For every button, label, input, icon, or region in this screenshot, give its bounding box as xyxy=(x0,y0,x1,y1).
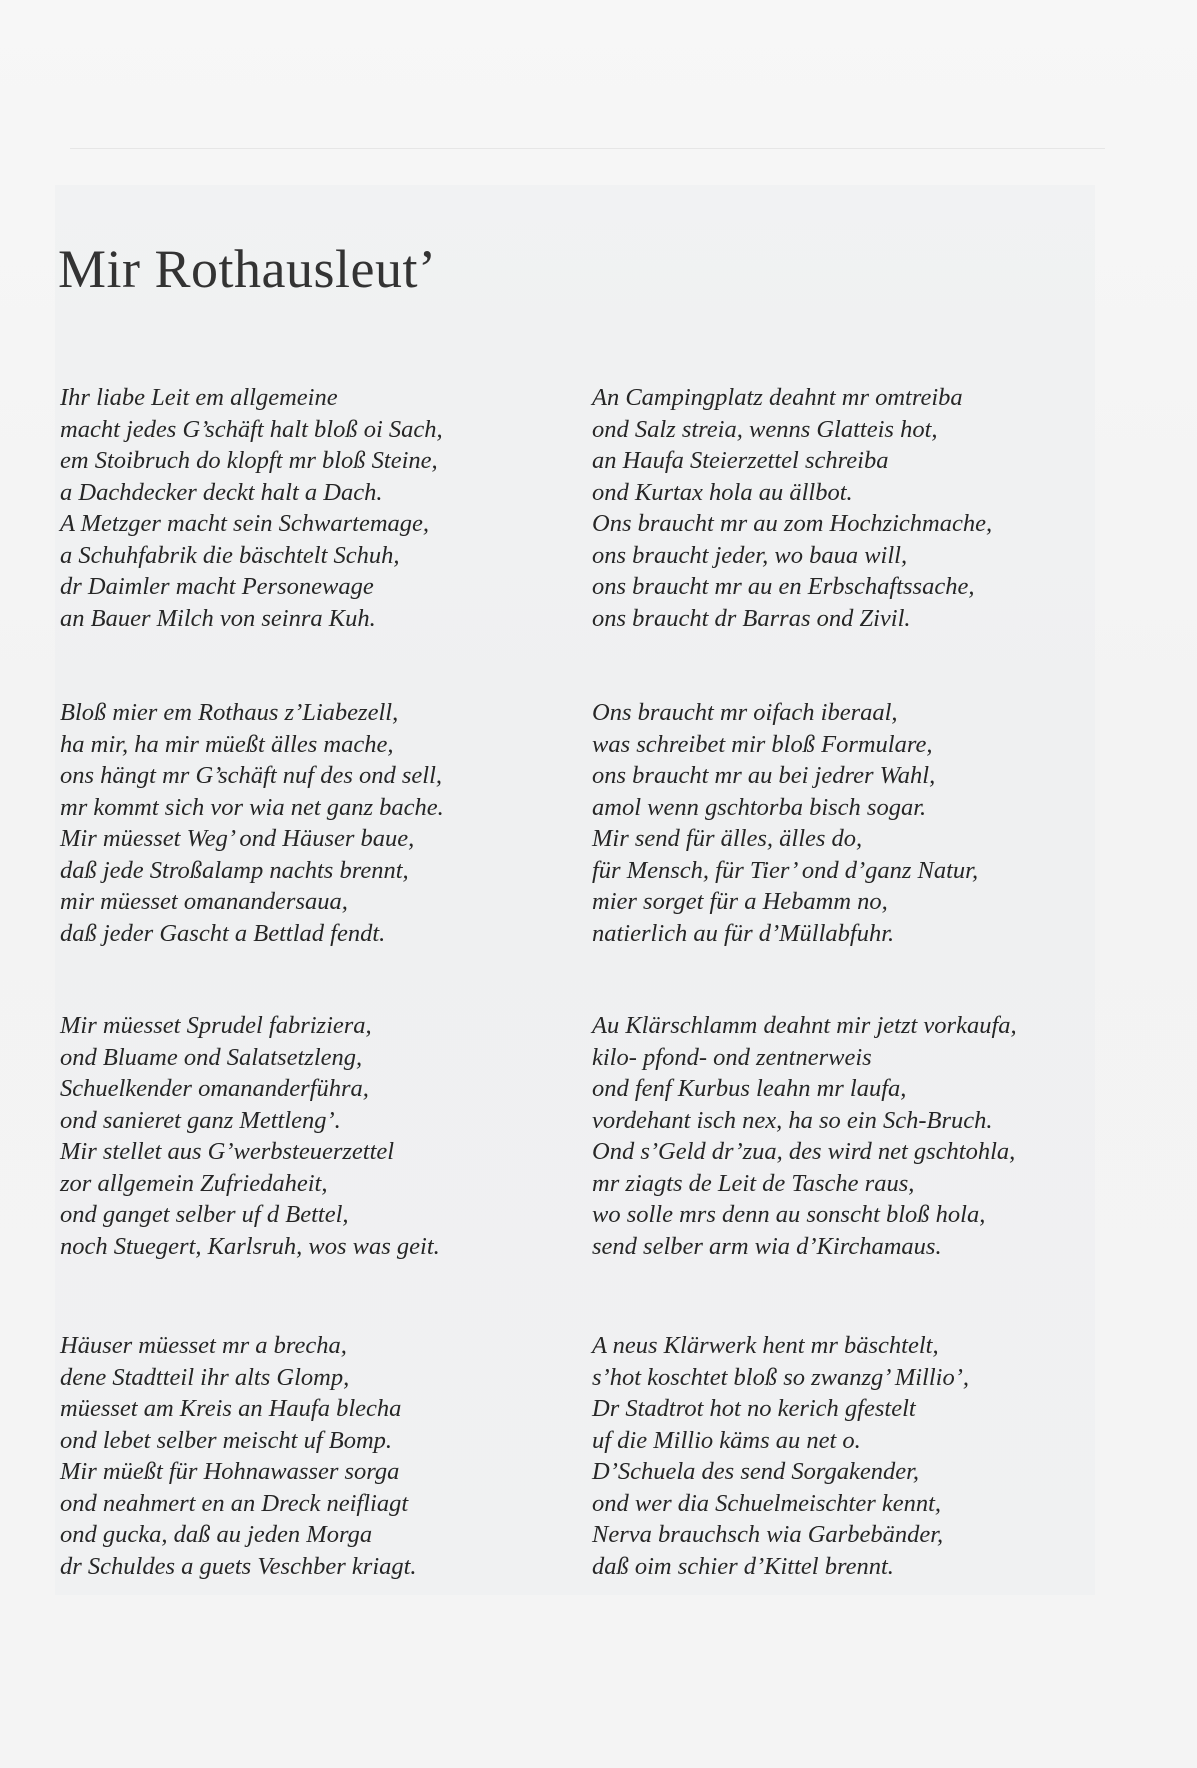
stanza-line: ond ganget selber uf d Bettel, xyxy=(60,1201,349,1228)
stanza-line: vordehant isch nex, ha so ein Sch-Bruch. xyxy=(592,1106,993,1134)
stanza-5 xyxy=(60,1010,580,1262)
stanza-line: Nerva brauchsch wia Garbebänder, xyxy=(592,1521,944,1548)
stanza-line: Mir müesset Weg’ ond Häuser baue, xyxy=(60,825,415,852)
stanza-line: ond Kurtax hola au ällbot. xyxy=(592,478,853,506)
stanza-line: D’Schuela des send Sorgakender, xyxy=(592,1458,920,1485)
stanza-line: An Campingplatz deahnt mr omtreiba xyxy=(592,384,963,411)
stanza-line: Dr Stadtrot hot no kerich gfestelt xyxy=(592,1395,916,1422)
stanza-line: Ons braucht mr au zom Hochzichmache, xyxy=(592,510,993,537)
stanza-line: für Mensch, für Tier’ ond d’ganz Natur, xyxy=(592,856,979,884)
stanza-line: an Bauer Milch von seinra Kuh. xyxy=(60,604,376,632)
stanza-line: Schuelkender omananderführa, xyxy=(60,1075,369,1102)
stanza-line: A neus Klärwerk hent mr bäschtelt, xyxy=(592,1332,939,1359)
stanza-line: macht jedes G’schäft halt bloß oi Sach, xyxy=(60,415,443,443)
stanza-line: ons braucht jeder, wo baua will, xyxy=(592,541,908,569)
stanza-line: s’hot koschtet bloß so zwanzg’ Millio’, xyxy=(592,1363,970,1391)
stanza-line: ons braucht dr Barras ond Zivil. xyxy=(592,604,911,632)
stanza-line: dene Stadtteil ihr alts Glomp, xyxy=(60,1363,350,1391)
stanza-line: amol wenn gschtorba bisch sogar. xyxy=(592,793,927,821)
stanza-line: zor allgemein Zufriedaheit, xyxy=(60,1169,328,1197)
stanza-line: Bloß mier em Rothaus z’Liabezell, xyxy=(60,699,399,726)
stanza-line: was schreibet mir bloß Formulare, xyxy=(592,730,933,758)
stanza-line: ond Bluame ond Salatsetzleng, xyxy=(60,1043,363,1071)
stanza-4 xyxy=(592,697,1112,949)
stanza-line: ond lebet selber meischt uf Bomp. xyxy=(60,1426,393,1454)
stanza-line: kilo- pfond- ond zentnerweis xyxy=(592,1043,872,1071)
poem-title: Mir Rothausleut’ xyxy=(58,239,437,299)
stanza-line: a Schuhfabrik die bäschtelt Schuh, xyxy=(60,541,400,569)
stanza-3 xyxy=(60,697,580,949)
stanza-line: an Haufa Steierzettel schreiba xyxy=(592,447,889,474)
stanza-line: send selber arm wia d’Kirchamaus. xyxy=(592,1232,942,1260)
stanza-7 xyxy=(60,1330,580,1582)
stanza-line: mr kommt sich vor wia net ganz bache. xyxy=(60,793,444,821)
stanza-line: ons braucht mr au bei jedrer Wahl, xyxy=(592,762,936,789)
stanza-line: uf die Millio käms au net o. xyxy=(592,1426,861,1454)
stanza-line: Ihr liabe Leit em allgemeine xyxy=(60,384,338,411)
stanza-line: Mir müeßt für Hohnawasser sorga xyxy=(60,1458,400,1485)
stanza-line: müesset am Kreis an Haufa blecha xyxy=(60,1395,402,1422)
stanza-line: ha mir, ha mir müeßt älles mache, xyxy=(60,730,394,758)
stanza-line: noch Stuegert, Karlsruh, wos was geit. xyxy=(60,1232,440,1260)
stanza-line: daß oim schier d’Kittel brennt. xyxy=(592,1552,894,1580)
stanza-line: ons braucht mr au en Erbschaftssache, xyxy=(592,573,975,600)
stanza-line: ond wer dia Schuelmeischter kennt, xyxy=(592,1489,942,1517)
stanza-line: natierlich au für d’Müllabfuhr. xyxy=(592,919,895,947)
stanza-1 xyxy=(60,382,580,634)
stanza-8 xyxy=(592,1330,1112,1582)
stanza-line: A Metzger macht sein Schwartemage, xyxy=(60,510,430,537)
stanza-2 xyxy=(592,382,1112,634)
stanza-line: dr Schuldes a guets Veschber kriagt. xyxy=(60,1552,417,1580)
stanza-6 xyxy=(592,1010,1112,1262)
stanza-line: Häuser müesset mr a brecha, xyxy=(60,1332,347,1359)
stanza-line: mir müesset omanandersaua, xyxy=(60,888,348,915)
header-rule xyxy=(70,148,1105,149)
stanza-line: ons hängt mr G’schäft nuf des ond sell, xyxy=(60,762,443,789)
stanza-line: ond gucka, daß au jeden Morga xyxy=(60,1521,373,1548)
stanza-line: a Dachdecker deckt halt a Dach. xyxy=(60,478,383,506)
stanza-line: ond fenf Kurbus leahn mr laufa, xyxy=(592,1075,907,1102)
stanza-line: wo solle mrs denn au sonscht bloß hola, xyxy=(592,1201,986,1228)
stanza-line: ond neahmert en an Dreck neifliagt xyxy=(60,1489,409,1517)
stanza-line: Mir send für älles, älles do, xyxy=(592,825,863,852)
stanza-line: Au Klärschlamm deahnt mir jetzt vorkaufa, xyxy=(592,1012,1017,1039)
stanza-line: em Stoibruch do klopft mr bloß Steine, xyxy=(60,447,438,474)
stanza-line: dr Daimler macht Personewage xyxy=(60,573,374,600)
stanza-line: ond Salz streia, wenns Glatteis hot, xyxy=(592,415,938,443)
stanza-line: daß jeder Gascht a Bettlad fendt. xyxy=(60,919,386,947)
stanza-line: Ond s’Geld dr’zua, des wird net gschtohla, xyxy=(592,1138,1016,1165)
stanza-line: daß jede Stroßalamp nachts brennt, xyxy=(60,856,409,884)
stanza-line: mr ziagts de Leit de Tasche raus, xyxy=(592,1169,915,1197)
stanza-line: Mir stellet aus G’werbsteuerzettel xyxy=(60,1138,395,1165)
stanza-line: Ons braucht mr oifach iberaal, xyxy=(592,699,898,726)
stanza-line: ond sanieret ganz Mettleng’. xyxy=(60,1106,341,1134)
stanza-line: Mir müesset Sprudel fabriziera, xyxy=(60,1012,372,1039)
stanza-line: mier sorget für a Hebamm no, xyxy=(592,888,888,915)
